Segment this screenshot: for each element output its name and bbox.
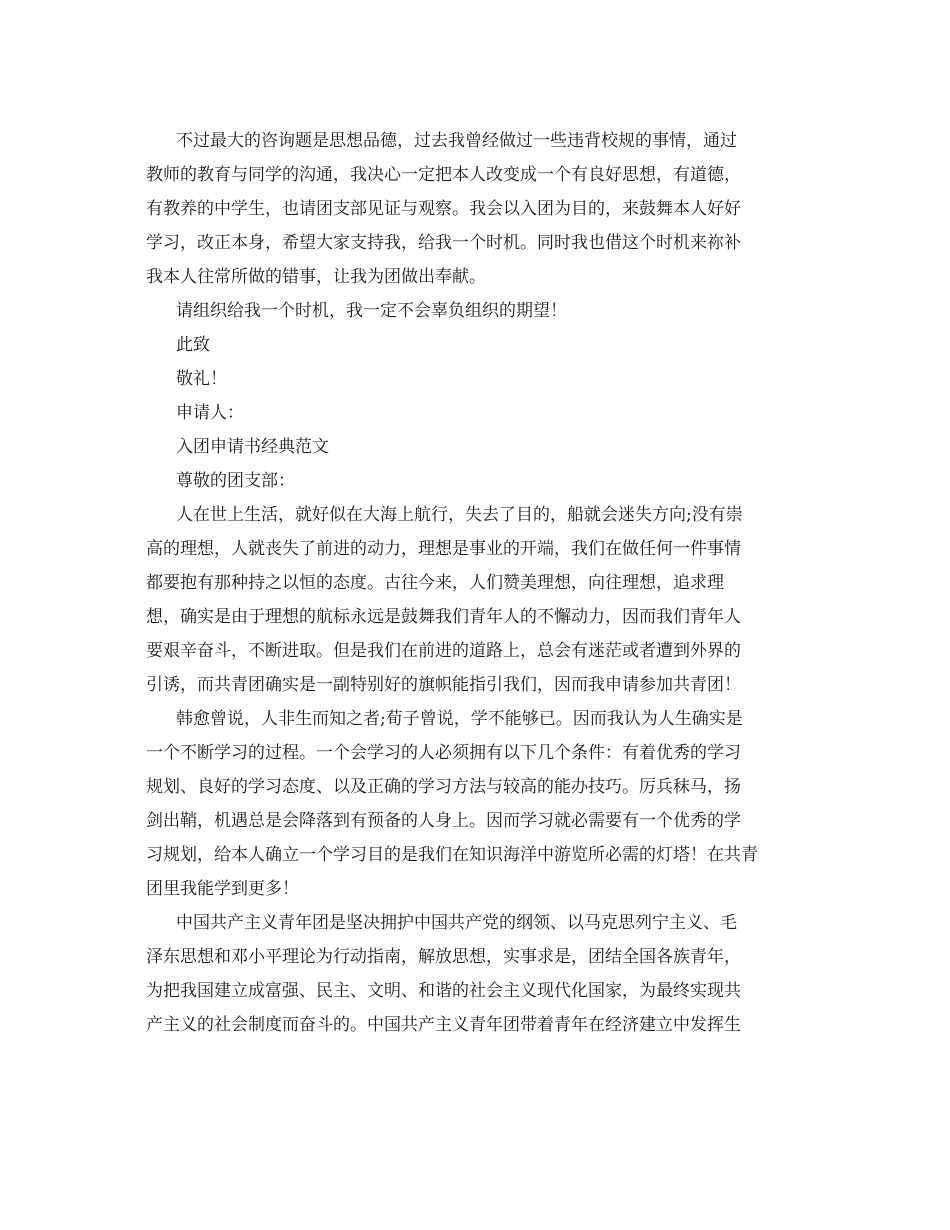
section-title: 入团申请书经典范文 xyxy=(176,437,329,457)
text-line: 都要抱有那种持之以恒的态度。古往今来，人们赞美理想，向往理想，追求理 xyxy=(146,573,724,593)
text-line: 习规划，给本人确立一个学习目的是我们在知识海洋中游览所必需的灯塔！在共青 xyxy=(146,845,758,865)
text-line: 引诱，而共青团确实是一副特别好的旗帜能指引我们，因而我申请参加共青团！ xyxy=(146,675,741,695)
text-line: 团里我能学到更多！ xyxy=(146,879,299,899)
text-line: 为把我国建立成富强、民主、文明、和谐的社会主义现代化国家，为最终实现共 xyxy=(146,981,741,1001)
applicant-line: 申请人： xyxy=(176,403,244,423)
text-line: 学习，改正本身，希望大家支持我，给我一个时机。同时我也借这个时机来祢补 xyxy=(146,233,741,253)
text-line: 泽东思想和邓小平理论为行动指南，解放思想，实事求是，团结全国各族青年， xyxy=(146,947,741,967)
greeting-line: 尊敬的团支部： xyxy=(176,471,295,491)
text-line: 产主义的社会制度而奋斗的。中国共产主义青年团带着青年在经济建立中发挥生 xyxy=(146,1015,741,1035)
text-line: 人在世上生活，就好似在大海上航行，失去了目的，船就会迷失方向;没有崇 xyxy=(176,505,743,525)
text-line: 请组织给我一个时机，我一定不会辜负组织的期望！ xyxy=(176,301,567,321)
text-line: 规划、良好的学习态度、以及正确的学习方法与较高的能办技巧。厉兵秣马，扬 xyxy=(146,777,741,797)
text-line: 剑出鞘，机遇总是会降落到有预备的人身上。因而学习就必需要有一个优秀的学 xyxy=(146,811,741,831)
text-line: 中国共产主义青年团是坚决拥护中国共产党的纲领、以马克思列宁主义、毛 xyxy=(176,913,737,933)
text-line: 有教养的中学生，也请团支部见证与观察。我会以入团为目的，来鼓舞本人好好 xyxy=(146,199,741,219)
salutation-line: 此致 xyxy=(176,335,210,355)
text-line: 想，确实是由于理想的航标永远是鼓舞我们青年人的不懈动力，因而我们青年人 xyxy=(146,607,741,627)
text-line: 我本人往常所做的错事，让我为团做出奉献。 xyxy=(146,267,486,287)
text-line: 韩愈曾说，人非生而知之者;荀子曾说，学不能够已。因而我认为人生确实是 xyxy=(176,709,743,729)
text-line: 教师的教育与同学的沟通，我决心一定把本人改变成一个有良好思想，有道德， xyxy=(146,165,741,185)
text-line: 一个不断学习的过程。一个会学习的人必须拥有以下几个条件：有着优秀的学习 xyxy=(146,743,741,763)
text-line: 高的理想，人就丧失了前进的动力，理想是事业的开端，我们在做任何一件事情 xyxy=(146,539,741,559)
document-body xyxy=(146,124,814,1042)
text-line: 要艰辛奋斗，不断进取。但是我们在前进的道路上，总会有迷茫或者遭到外界的 xyxy=(146,641,741,661)
salutation-line: 敬礼！ xyxy=(176,369,227,389)
text-line: 不过最大的咨询题是思想品德，过去我曾经做过一些违背校规的事情，通过 xyxy=(176,131,737,151)
